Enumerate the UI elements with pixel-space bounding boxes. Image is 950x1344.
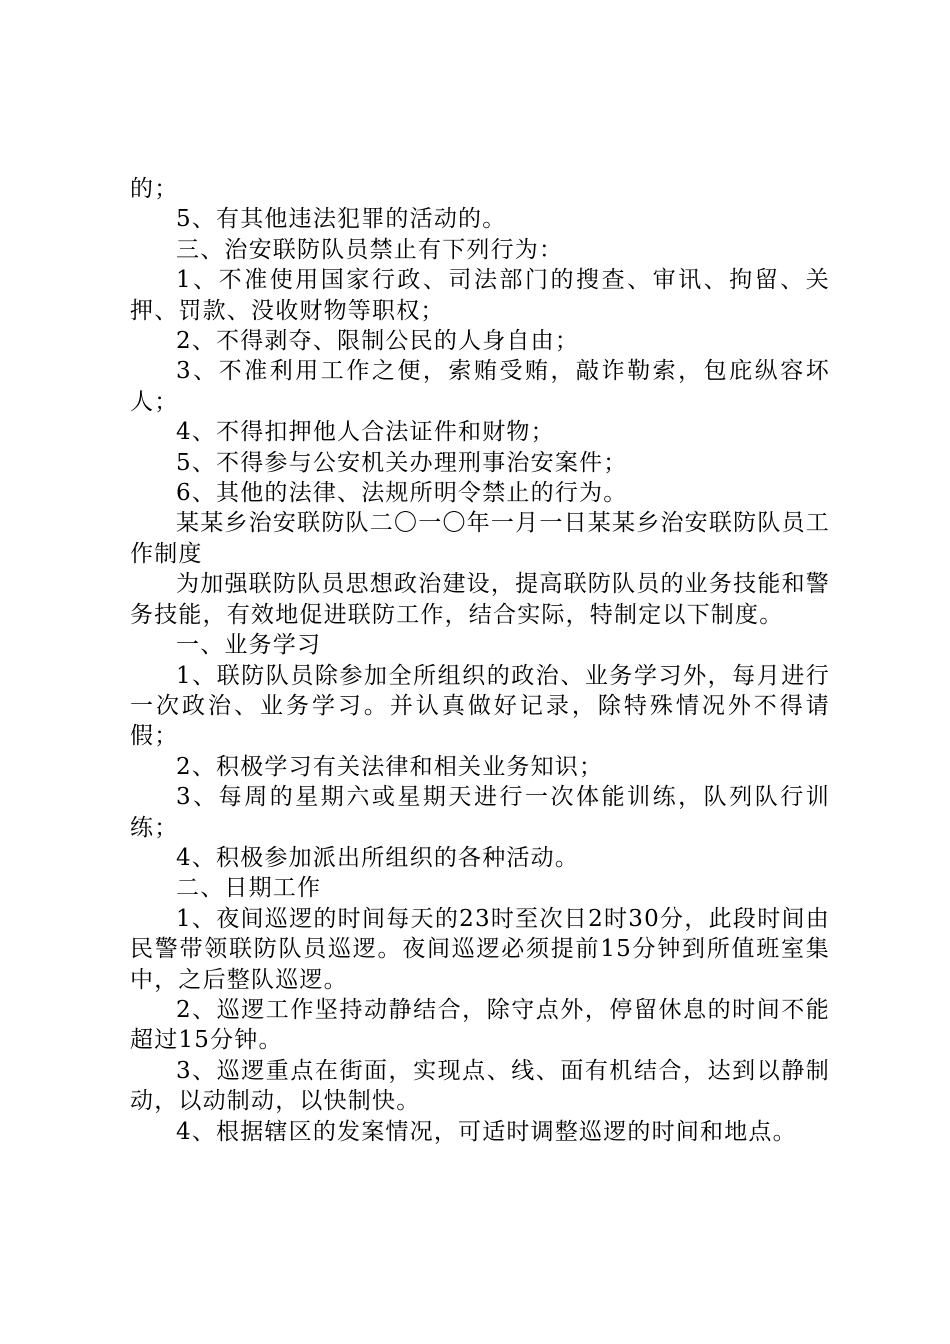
paragraph: 1、夜间巡逻的时间每天的23时至次日2时30分，此段时间由民警带领联防队员巡逻。夜间巡逻必须提前15分钟到所值班室集中，之后整队巡逻。 <box>130 905 830 993</box>
paragraph: 4、根据辖区的发案情况，可适时调整巡逻的时间和地点。 <box>176 1118 797 1145</box>
paragraph: 1、联防队员除参加全所组织的政治、业务学习外，每月进行一次政治、业务学习。并认真做好记录，除特殊情况外不得请假； <box>130 662 830 750</box>
paragraph: 5、不得参与公安机关办理刑事治安案件； <box>176 449 628 476</box>
paragraph: 6、其他的法律、法规所明令禁止的行为。 <box>176 480 628 507</box>
paragraph: 4、积极参加派出所组织的各种活动。 <box>176 844 580 871</box>
paragraph: 1、不准使用国家行政、司法部门的搜查、审讯、拘留、关押、罚款、没收财物等职权； <box>130 267 830 324</box>
paragraph: 2、积极学习有关法律和相关业务知识； <box>176 753 604 780</box>
paragraph: 2、巡逻工作坚持动静结合，除守点外，停留休息的时间不能超过15分钟。 <box>130 996 830 1054</box>
paragraph: 5、有其他违法犯罪的活动的。 <box>176 206 507 233</box>
paragraph: 3、每周的星期六或星期天进行一次体能训练，队列队行训练； <box>130 784 830 841</box>
paragraph: 3、不准利用工作之便，索贿受贿，敲诈勒索，包庇纵容坏人； <box>130 358 830 415</box>
paragraph: 2、不得剥夺、限制公民的人身自由； <box>176 328 580 355</box>
paragraph: 4、不得扣押他人合法证件和财物； <box>176 419 555 446</box>
paragraph: 3、巡逻重点在街面，实现点、线、面有机结合，达到以静制动，以动制动，以快制快。 <box>130 1057 830 1115</box>
paragraph: 的； <box>130 176 179 202</box>
section-heading: 三、治安联防队员禁止有下列行为： <box>176 236 564 263</box>
section-heading: 一、业务学习 <box>176 632 322 659</box>
document-body <box>130 174 830 1147</box>
section-heading: 二、日期工作 <box>176 875 322 902</box>
paragraph: 为加强联防队员思想政治建设，提高联防队员的业务技能和警务技能，有效地促进联防工作，结合实际，特制定以下制度。 <box>130 571 830 628</box>
document-title: 某某乡治安联防队二〇一〇年一月一日某某乡治安联防队员工作制度 <box>130 510 830 567</box>
